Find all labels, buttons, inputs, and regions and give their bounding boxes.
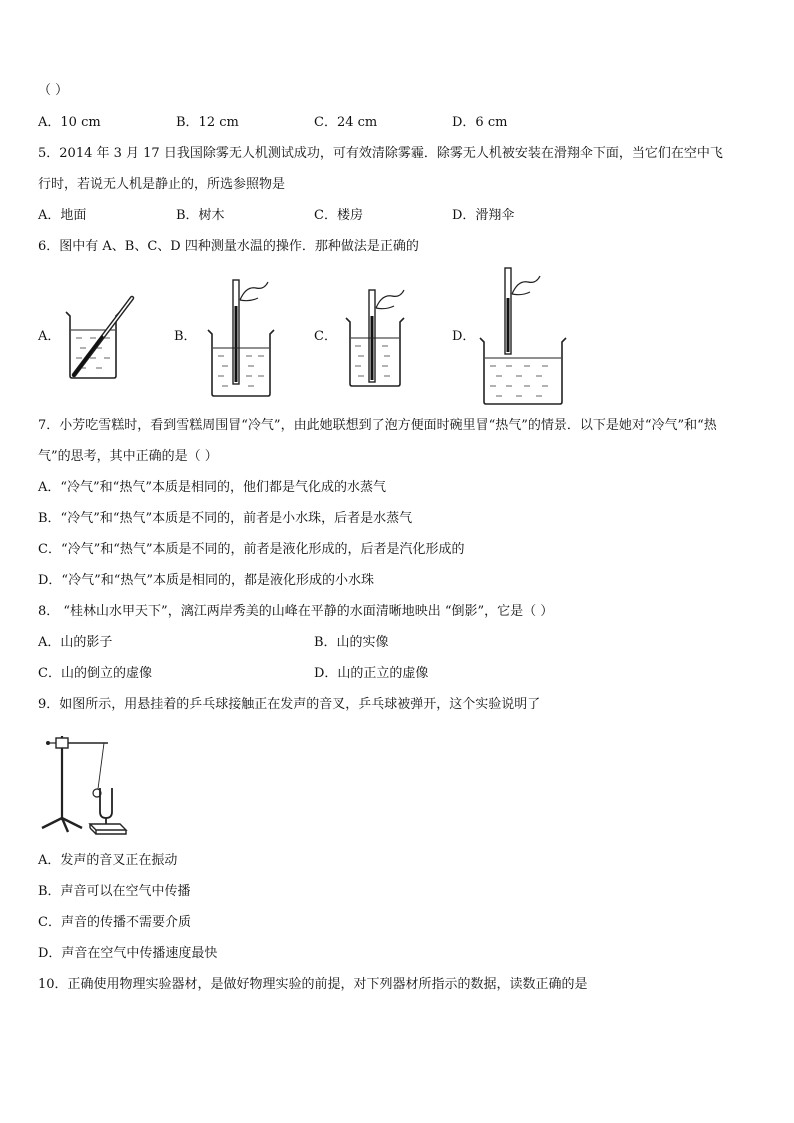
- q6-stem: 6．图中有 A、B、C、D 四种测量水温的操作．那种做法是正确的: [38, 239, 419, 254]
- q4-option-a[interactable]: A．10 cm: [38, 115, 101, 130]
- q8-option-a[interactable]: A．山的影子: [38, 635, 113, 650]
- q9-option-b[interactable]: B．声音可以在空气中传播: [38, 884, 191, 899]
- q4-stem-tail: （ ）: [38, 83, 69, 98]
- beaker-figure-a: [62, 290, 142, 382]
- q6-figure-d-label: D．: [452, 329, 476, 344]
- q7-option-b[interactable]: B．“冷气”和“热气”本质是不同的，前者是小水珠，后者是水蒸气: [38, 511, 413, 526]
- q8-option-c[interactable]: C．山的倒立的虚像: [38, 666, 152, 681]
- beaker-figure-d: [478, 264, 574, 406]
- q4-option-d[interactable]: D．6 cm: [452, 115, 508, 130]
- beaker-figure-b: [204, 276, 284, 398]
- q5-option-d[interactable]: D．滑翔伞: [452, 208, 515, 223]
- q10-stem: 10．正确使用物理实验器材，是做好物理实验的前提，对下列器材所指示的数据，读数正确的是: [38, 977, 588, 992]
- q5-stem-line1: 5．2014 年 3 月 17 日我国除雾无人机测试成功，可有效清除雾霾．除雾无人机被安装在滑翔伞下面，当它们在空中飞: [38, 146, 723, 161]
- q9-option-d[interactable]: D．声音在空气中传播速度最快: [38, 946, 218, 961]
- q7-stem-line2: 气”的思考，其中正确的是（ ）: [38, 449, 218, 464]
- q5-option-a[interactable]: A．地面: [38, 208, 87, 223]
- q7-option-d[interactable]: D．“冷气”和“热气”本质是相同的，都是液化形成的小水珠: [38, 573, 375, 588]
- q9-option-a[interactable]: A．发声的音叉正在振动: [38, 853, 178, 868]
- q8-stem: 8． “桂林山水甲天下”，漓江两岸秀美的山峰在平静的水面清晰地映出 “倒影”，它是（ ）: [38, 604, 554, 619]
- q5-stem-line2: 行时，若说无人机是静止的，所选参照物是: [38, 177, 286, 192]
- q7-stem-line1: 7．小芳吃雪糕时，看到雪糕周围冒“冷气”，由此她联想到了泡方便面时碗里冒“热气”的情景．以下是她对“冷气”和“热: [38, 418, 717, 433]
- q4-option-c[interactable]: C．24 cm: [314, 115, 378, 130]
- q7-option-a[interactable]: A．“冷气”和“热气”本质是相同的，他们都是气化成的水蒸气: [38, 480, 386, 495]
- q4-option-b[interactable]: B．12 cm: [176, 115, 239, 130]
- q6-figure-b-label: B．: [174, 329, 197, 344]
- q6-figure-c-label: C．: [314, 329, 337, 344]
- q8-option-d[interactable]: D．山的正立的虚像: [314, 666, 429, 681]
- q9-option-c[interactable]: C．声音的传播不需要介质: [38, 915, 191, 930]
- q7-option-c[interactable]: C．“冷气”和“热气”本质是不同的，前者是液化形成的，后者是汽化形成的: [38, 542, 465, 557]
- q9-stem: 9．如图所示，用悬挂着的乒乓球接触正在发声的音叉，乒乓球被弹开，这个实验说明了: [38, 697, 541, 712]
- beaker-figure-c: [344, 286, 414, 390]
- q6-figure-a-label: A．: [38, 329, 61, 344]
- q5-option-b[interactable]: B．树木: [176, 208, 225, 223]
- tuning-fork-figure: [38, 728, 130, 838]
- q8-option-b[interactable]: B．山的实像: [314, 635, 389, 650]
- q5-option-c[interactable]: C．楼房: [314, 208, 363, 223]
